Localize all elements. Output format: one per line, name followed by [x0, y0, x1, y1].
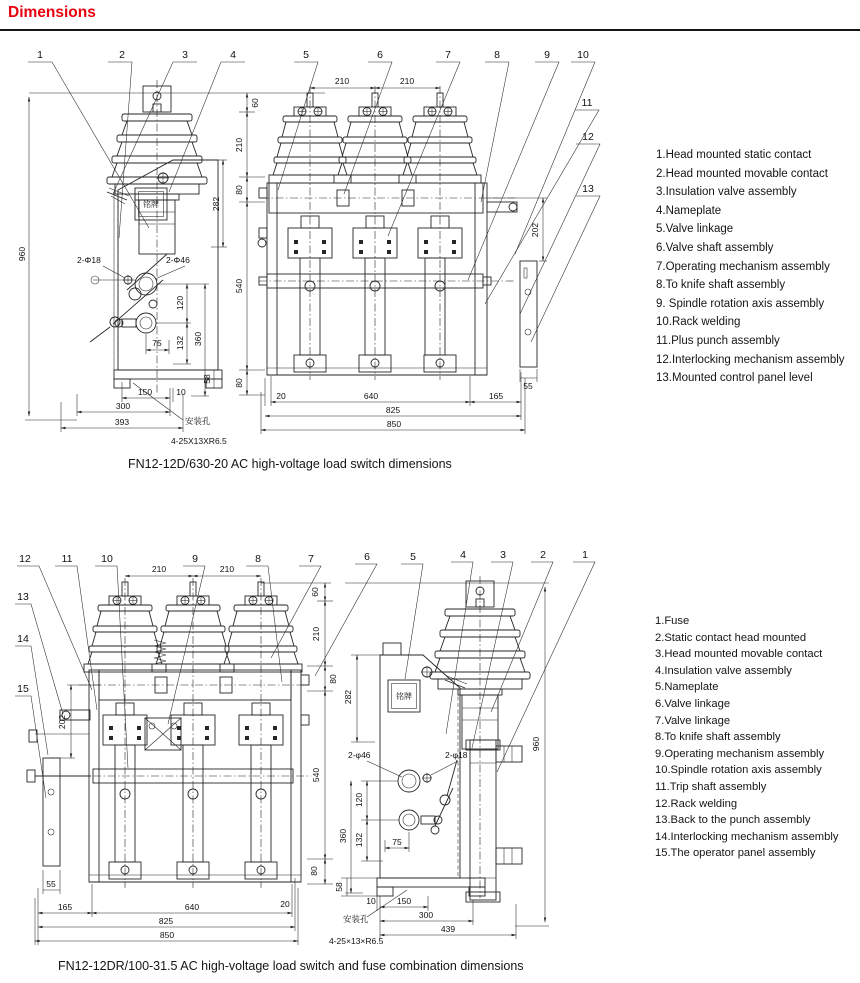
part-item: 10.Spindle rotation axis assembly	[655, 764, 822, 777]
dim-20: 20	[276, 391, 286, 401]
dim-2d18: 2-φ18	[445, 750, 468, 760]
dim-58: 58	[202, 374, 212, 384]
part-item: 7.Operating mechanism assembly	[656, 260, 830, 273]
dim-60: 60	[310, 587, 320, 597]
callout-12: 12	[19, 553, 31, 565]
callout-3: 3	[182, 49, 188, 61]
figure1-front-view-dims	[261, 76, 547, 434]
dim-58: 58	[334, 882, 344, 892]
dim-165: 165	[488, 391, 504, 401]
callout-1: 1	[582, 549, 588, 561]
callout-11: 11	[61, 553, 73, 565]
dim-540: 540	[234, 278, 244, 294]
part-item: 4.Insulation valve assembly	[655, 664, 792, 677]
dim-80a: 80	[234, 185, 244, 195]
callout-2: 2	[119, 49, 125, 61]
dim-360: 360	[338, 828, 348, 844]
dim-2d18: 2-Φ18	[77, 255, 101, 265]
part-item: 9.Operating mechanism assembly	[655, 747, 825, 760]
dim-210b: 210	[219, 564, 235, 574]
part-item: 6.Valve shaft assembly	[656, 241, 774, 254]
part-item: 15.The operator panel assembly	[655, 847, 816, 860]
dim-60: 60	[250, 98, 260, 108]
callout-1: 1	[37, 49, 43, 61]
dim-165: 165	[57, 902, 73, 912]
part-item: 9. Spindle rotation axis assembly	[656, 297, 825, 310]
part-item: 10.Rack welding	[656, 316, 741, 329]
dim-202: 202	[57, 714, 67, 730]
dim-439: 439	[440, 924, 456, 934]
figure2-callouts	[15, 549, 595, 798]
dim-300: 300	[115, 401, 131, 411]
dim-360: 360	[193, 331, 203, 347]
part-item: 8.To knife shaft assembly	[656, 279, 786, 292]
dim-120: 120	[354, 792, 364, 808]
dim-960: 960	[17, 246, 27, 262]
callout-5: 5	[303, 49, 309, 61]
dim-10: 10	[366, 896, 376, 906]
page-title: Dimensions	[8, 4, 96, 21]
dim-282: 282	[343, 689, 353, 705]
callout-2: 2	[540, 549, 546, 561]
mount-hole-spec: 4-25X13XR6.5	[171, 436, 227, 446]
part-item: 5.Nameplate	[655, 681, 719, 694]
dim-150: 150	[396, 896, 412, 906]
callout-6: 6	[364, 551, 370, 563]
dim-210a: 210	[151, 564, 167, 574]
dim-150: 150	[137, 387, 153, 397]
part-item: 3.Insulation valve assembly	[656, 186, 797, 199]
figure2-side-view-dims	[329, 583, 549, 946]
figure1-caption: FN12-12D/630-20 AC high-voltage load switch dimensions	[128, 457, 452, 471]
part-item: 2.Head mounted movable contact	[656, 167, 828, 180]
dim-393: 393	[114, 417, 130, 427]
dim-825: 825	[158, 916, 174, 926]
part-item: 12.Interlocking mechanism assembly	[656, 353, 845, 366]
callout-4: 4	[230, 49, 236, 61]
part-item: 14.Interlocking mechanism assembly	[655, 830, 839, 843]
part-item: 12.Rack welding	[655, 797, 738, 810]
dim-75: 75	[392, 837, 402, 847]
callout-11: 11	[581, 97, 593, 109]
dim-132: 132	[354, 832, 364, 848]
part-item: 3.Head mounted movable contact	[655, 648, 823, 661]
dim-80b: 80	[234, 378, 244, 388]
dim-55: 55	[523, 381, 533, 391]
callout-15: 15	[17, 683, 29, 695]
dim-20: 20	[280, 899, 290, 909]
callout-13: 13	[582, 183, 594, 195]
dim-210b: 210	[399, 76, 415, 86]
part-item: 1.Head mounted static contact	[656, 149, 812, 161]
dim-202: 202	[530, 222, 540, 238]
mount-hole-label: 安装孔	[185, 416, 211, 426]
part-item: 5.Valve linkage	[656, 223, 734, 236]
callout-10: 10	[577, 49, 589, 61]
header-rule	[0, 29, 860, 31]
callout-4: 4	[460, 549, 466, 561]
dim-120: 120	[175, 295, 185, 311]
dim-210c: 210	[311, 626, 321, 642]
part-item: 1.Fuse	[655, 615, 690, 627]
part-item: 13.Mounted control panel level	[656, 372, 813, 385]
figure2-front-view-linework	[27, 578, 311, 888]
dim-300: 300	[418, 910, 434, 920]
dim-282: 282	[211, 196, 221, 212]
dim-80a: 80	[328, 674, 338, 684]
dim-132: 132	[175, 335, 185, 351]
callout-10: 10	[101, 553, 113, 565]
dim-825: 825	[385, 405, 401, 415]
dim-210a: 210	[334, 76, 350, 86]
part-item: 6.Valve linkage	[655, 697, 731, 710]
callout-7: 7	[308, 553, 314, 565]
dim-210c: 210	[234, 137, 244, 153]
part-item: 2.Static contact head mounted	[655, 631, 807, 644]
part-item: 8.To knife shaft assembly	[655, 731, 781, 744]
mount-hole-label: 安装孔	[343, 914, 369, 924]
dim-2d46: 2-Φ46	[166, 255, 190, 265]
callout-8: 8	[494, 49, 500, 61]
dim-2d46: 2-φ46	[348, 750, 371, 760]
dim-540: 540	[311, 767, 321, 783]
dim-640: 640	[363, 391, 379, 401]
figure2-caption: FN12-12DR/100-31.5 AC high-voltage load switch and fuse combination dimensions	[58, 959, 524, 973]
nameplate-text: 铭牌	[143, 200, 159, 209]
dim-850: 850	[159, 930, 175, 940]
dim-850: 850	[386, 419, 402, 429]
callout-5: 5	[410, 551, 416, 563]
parts-list-1	[656, 146, 845, 388]
callout-13: 13	[17, 591, 29, 603]
nameplate-text: 铭牌	[396, 692, 412, 701]
dim-960: 960	[531, 736, 541, 752]
callout-8: 8	[255, 553, 261, 565]
mount-hole-spec: 4-25×13×R6.5	[329, 936, 384, 946]
figure1-drawing	[15, 42, 655, 462]
part-item: 7.Valve linkage	[655, 714, 731, 727]
callout-14: 14	[17, 633, 29, 645]
figure2-front-view-dims	[35, 564, 338, 945]
figure2-side-view-linework	[377, 576, 530, 902]
dim-75: 75	[152, 338, 162, 348]
part-item: 11.Plus punch assembly	[656, 334, 780, 347]
callout-9: 9	[544, 49, 550, 61]
callout-7: 7	[445, 49, 451, 61]
callout-3: 3	[500, 549, 506, 561]
callout-6: 6	[377, 49, 383, 61]
part-item: 13.Back to the punch assembly	[655, 814, 811, 827]
part-item: 11.Trip shaft assembly	[655, 780, 767, 793]
dim-55: 55	[46, 879, 56, 889]
dim-80b: 80	[309, 866, 319, 876]
callout-9: 9	[192, 553, 198, 565]
parts-list-2	[655, 613, 838, 862]
callout-12: 12	[582, 131, 594, 143]
figure2-drawing	[15, 548, 655, 973]
dim-640: 640	[184, 902, 200, 912]
dim-10: 10	[176, 387, 186, 397]
part-item: 4.Nameplate	[656, 204, 722, 217]
